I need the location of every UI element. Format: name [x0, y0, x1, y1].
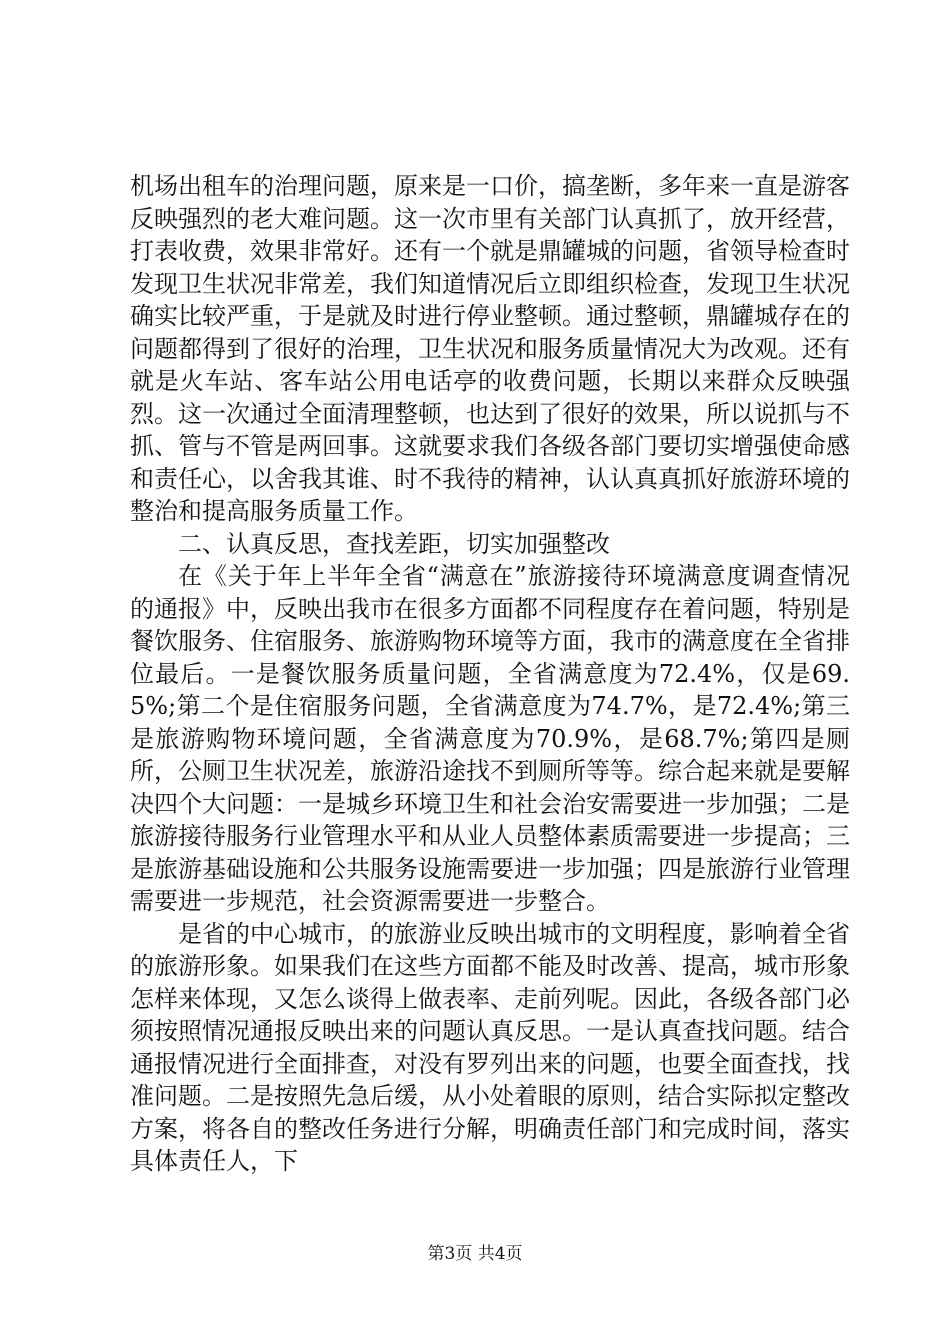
paragraph-survey-report: 在《关于年上半年全省“满意在”旅游接待环境满意度调查情况的通报》中，反映出我市在很多方面都不同程度存在着问题，特别是餐饮服务、住宿服务、旅游购物环境等方面，我市的满意度在全省排位最后。一是餐饮服务质量问题，全省满意度为72.4%，仅是69.5%;第二个是住宿服务问题，全省满意度为74.7%，是72.4%;第三是旅游购物环境问题，全省满意度为70.9%，是68.7%;第四是厕所，公厕卫生状况差，旅游沿途找不到厕所等等。综合起来就是要解决四个大问题：一是城乡环境卫生和社会治安需要进一步加强；二是旅游接待服务行业管理水平和从业人员整体素质需要进一步提高；三是旅游基础设施和公共服务设施需要进一步加强；四是旅游行业管理需要进一步规范，社会资源需要进一步整合。	[130, 562, 850, 915]
paragraph-continuation: 机场出租车的治理问题，原来是一口价，搞垄断，多年来一直是游客反映强烈的老大难问题。这一次市里有关部门认真抓了，放开经营，打表收费，效果非常好。还有一个就是鼎罐城的问题，省领导检查时发现卫生状况非常差，我们知道情况后立即组织检查，发现卫生状况确实比较严重，于是就及时进行停业整顿。通过整顿，鼎罐城存在的问题都得到了很好的治理，卫生状况和服务质量情况大为改观。还有就是火车站、客车站公用电话亭的收费问题，长期以来群众反映强烈。这一次通过全面清理整顿，也达到了很好的效果，所以说抓与不抓、管与不管是两回事。这就要求我们各级各部门要切实增强使命感和责任心，以舍我其谁、时不我待的精神，认认真真抓好旅游环境的整治和提高服务质量工作。	[130, 172, 850, 525]
paragraph-city-image: 是省的中心城市，的旅游业反映出城市的文明程度，影响着全省的旅游形象。如果我们在这些方面都不能及时改善、提高，城市形象怎样来体现，又怎么谈得上做表率、走前列呢。因此，各级各部门必须按照情况通报反映出来的问题认真反思。一是认真查找问题。结合通报情况进行全面排查，对没有罗列出来的问题，也要全面查找，找准问题。二是按照先急后缓，从小处着眼的原则，结合实际拟定整改方案，将各自的整改任务进行分解，明确责任部门和完成时间，落实具体责任人，下	[130, 919, 850, 1175]
section-heading: 二、认真反思，查找差距，切实加强整改	[178, 529, 610, 558]
page-number-footer: 第3页 共4页	[427, 1244, 523, 1264]
document-body	[130, 170, 850, 1178]
